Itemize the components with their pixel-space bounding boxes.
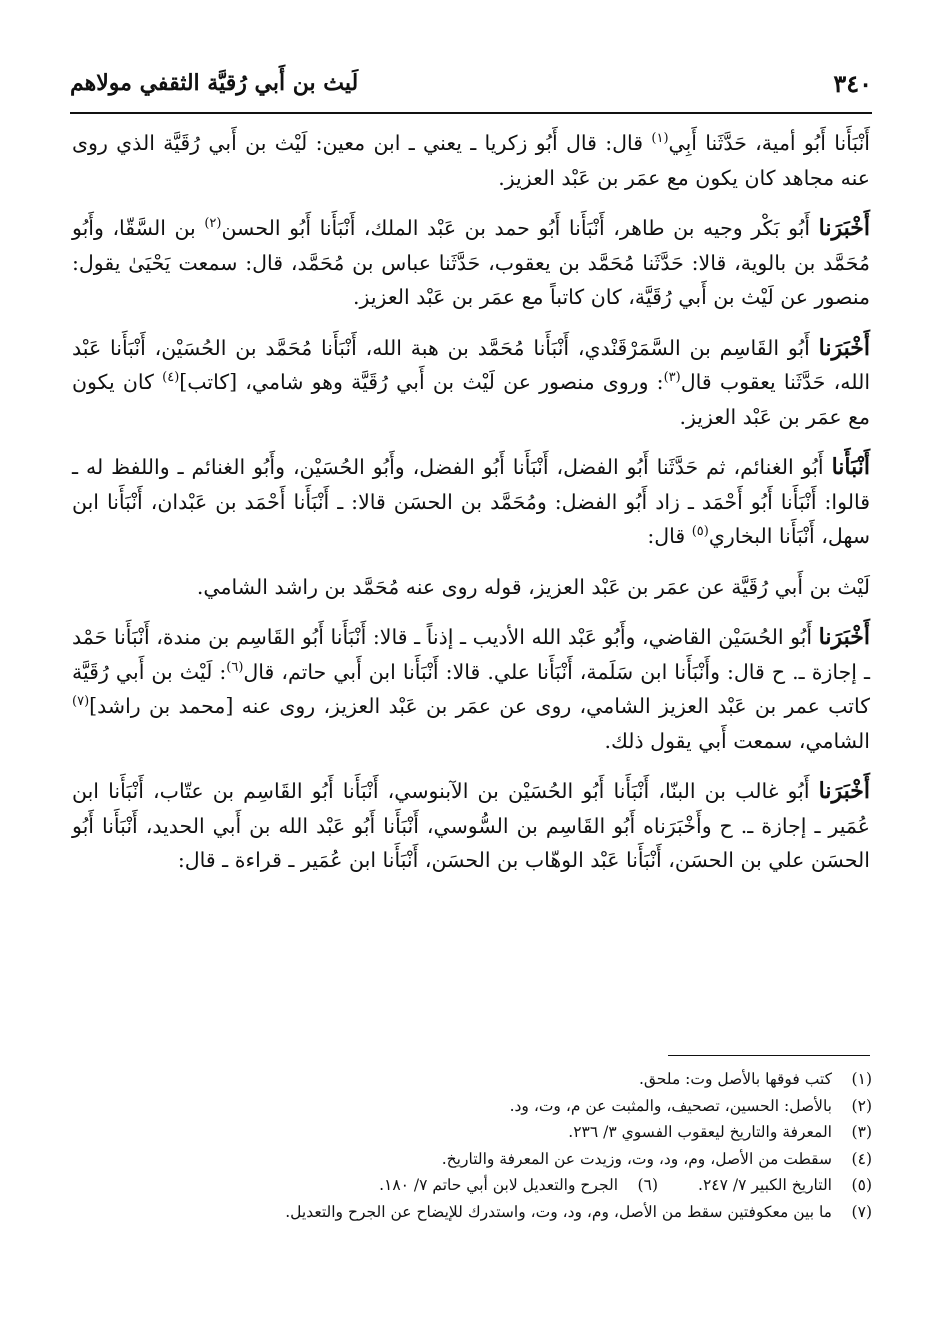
footnote-ref-3: (٣) (663, 370, 681, 386)
isnad-keyword: أَخْبَرَنا (818, 334, 870, 361)
footnote-text: التاريخ الكبير ٧/ ٢٤٧. (698, 1176, 832, 1194)
isnad-keyword: أَخْبَرَنا (818, 215, 870, 241)
footnote-5 (698, 1172, 872, 1199)
footnote-ref-4: (٤) (162, 370, 180, 386)
footnote-number: (٤) (851, 1149, 872, 1168)
footnote-ref-1: (١) (651, 131, 669, 147)
paragraph-text: : وروى منصور عن لَيْث بن أَبي رُقَيَّة وهو شامي، [كاتب] (179, 370, 664, 394)
footnote-4 (72, 1146, 872, 1173)
footnote-1 (72, 1066, 872, 1093)
footnote-3 (72, 1119, 872, 1146)
footnote-ref-2: (٢) (204, 216, 222, 232)
main-text (72, 126, 870, 894)
paragraph-1 (72, 126, 870, 195)
paragraph-5 (72, 570, 870, 605)
paragraph-text: قال: (647, 524, 692, 548)
footnote-number: (٧) (851, 1202, 872, 1221)
footnote-2 (72, 1093, 872, 1120)
footnote-ref-7: (٧) (72, 694, 90, 710)
footnote-number: (٣) (851, 1123, 872, 1141)
header-rule (70, 112, 872, 114)
paragraph-3 (72, 331, 870, 435)
paragraph-text: بن السَّقّا، وأَبُو مُحَمَّد بن بالوية، قالا: حَدَّثَنا مُحَمَّد بن يعقوب، حَدَّثَنا عباس بن مُحَمَّد، قال: سمعت يَحْيَىٰ يقول: منصور عن لَيْث بن أَبي رُقَيَّة، كان كاتباً مع عمَر بن عَبْد العزيز. (72, 216, 870, 309)
paragraph-text: أَبُو بَكْر وجيه بن طاهر، أَنْبَأَنا أَبُو حمد بن عَبْد الملك، أَنْبَأَنا أَبُو الحسن (221, 216, 819, 240)
footnote-ref-6: (٦) (226, 659, 244, 675)
isnad-keyword: أَخْبَرَنا (818, 624, 870, 650)
footnote-text: سقطت من الأصل، وم، ود، وت، وزيدت عن المعرفة والتاريخ. (441, 1149, 832, 1168)
footnote-number: (٦) (637, 1176, 658, 1194)
footnote-number: (٢) (851, 1096, 872, 1115)
paragraph-text: أَبُو غالب بن البنّا، أَنْبَأَنا أَبُو الحُسَيْن بن الآبنوسي، أَنْبَأَنا أَبُو القَاسِم بن عتّاب، أَنْبَأَنا ابن عُمَير ـ إجازة ـ. ح وأَخْبَرَناه أَبُو القَاسِم بن السُّوسي، أَنْبَأَنا أَبُو عَبْد الله بن أَبي الحديد، أَنْبَأَنا أَبُو الحسَن علي بن الحسَن، أَنْبَأَنا عَبْد الوهّاب بن الحسَن، أَنْبَأَنا ابن عُمَير ـ قراءة ـ قال: (72, 779, 870, 872)
paragraph-text: أَبُو الغنائم، ثم حَدَّثَنا أَبُو الفضل، أَنْبَأَنا أَبُو الفضل، وأَبُو الحُسَيْن، وأَبُو الغنائم ـ واللفظ له ـ قالوا: أَنْبَأَنا أَبُو أَحْمَد ـ زاد أَبُو الفضل: ومُحَمَّد بن الحسَن قالا: ـ أَنْبَأَنا أَحْمَد بن عَبْدان، أَنْبَأَنا ابن سهل، أَنْبَأَنا البخاري (72, 455, 870, 548)
footnote-row-5-6 (72, 1172, 872, 1199)
paragraph-text: الشامي، سمعت أَبي يقول ذلك. (604, 728, 870, 753)
paragraph-text: أَبُو الحُسَيْن القاضي، وأَبُو عَبْد الله الأديب ـ إذناً ـ قالا: أَنْبَأَنا أَبُو القَاسِم بن مندة، أَنْبَأَنا حَمْد ـ إجازة ـ. ح قال: وأَنْبَأَنا ابن سَلَمة، أَنْبَأَنا علي. قالا: أَنْبَأَنا ابن أَبي حاتم، قال (72, 625, 870, 684)
footnote-text: بالأصل: الحسين، تصحيف، والمثبت عن م، وت، ود. (509, 1096, 832, 1115)
paragraph-text: : لَيْث بن أَبي رُقَيَّة كاتب عمر بن عَبْد العزيز الشامي، روى عن عمَر بن عَبْد العزيز، روى عنه [محمد بن راشد] (72, 659, 870, 718)
running-title: لَيث بن أَبي رُقيَّة الثقفي مولاهم (70, 70, 359, 96)
footnote-number: (١) (851, 1070, 872, 1088)
footnote-text: كتب فوقها بالأصل وت: ملحق. (638, 1070, 832, 1088)
paragraph-text: قال: قال أَبُو زكريا ـ يعني ـ ابن معين: لَيْث بن أَبي رُقَيَّة الذي روى عنه مجاهد كان يكون مع عمَر بن عَبْد العزيز. (72, 131, 870, 190)
page-number: ٣٤٠ (833, 68, 872, 98)
paragraph-text: أَنْبَأَنا أَبُو أمية، حَدَّثَنا أَبِي (668, 131, 870, 155)
isnad-keyword: أَنْبَأَنا (831, 454, 870, 480)
page-header (70, 58, 872, 108)
footnote-text: المعرفة والتاريخ ليعقوب الفسوي ٣/ ٢٣٦. (568, 1123, 832, 1141)
footnote-rule (668, 1055, 870, 1056)
footnote-text: الجرح والتعديل لابن أبي حاتم ٧/ ١٨٠. (379, 1176, 618, 1194)
paragraph-4 (72, 450, 870, 554)
paragraph-7 (72, 774, 870, 878)
footnote-number: (٥) (851, 1176, 872, 1194)
isnad-keyword: أَخْبَرَنا (818, 778, 870, 804)
paragraph-text: أَبُو القَاسِم بن السَّمَرْقَنْدي، أَنْبَأَنا مُحَمَّد بن هبة الله، أَنْبَأَنا مُحَمَّد بن الحُسَيْن، أَنْبَأَنا عَبْد الله، حَدَّثَنا يعقوب قال (72, 335, 871, 394)
footnote-7 (72, 1199, 872, 1226)
paragraph-text: كان يكون مع عمَر بن عَبْد العزيز. (72, 370, 870, 429)
paragraph-2 (72, 211, 870, 315)
paragraph-6 (72, 620, 870, 758)
footnote-6 (379, 1172, 658, 1199)
footnote-text: ما بين معكوفتين سقط من الأصل، وم، ود، وت، واستدرك للإيضاح عن الجرح والتعديل. (285, 1202, 832, 1221)
footnotes (72, 1066, 872, 1225)
footnote-ref-5: (٥) (691, 524, 709, 540)
paragraph-text: لَيْث بن أَبي رُقَيَّة عن عمَر بن عَبْد العزيز، قوله روى عنه مُحَمَّد بن راشد الشامي. (196, 574, 870, 599)
